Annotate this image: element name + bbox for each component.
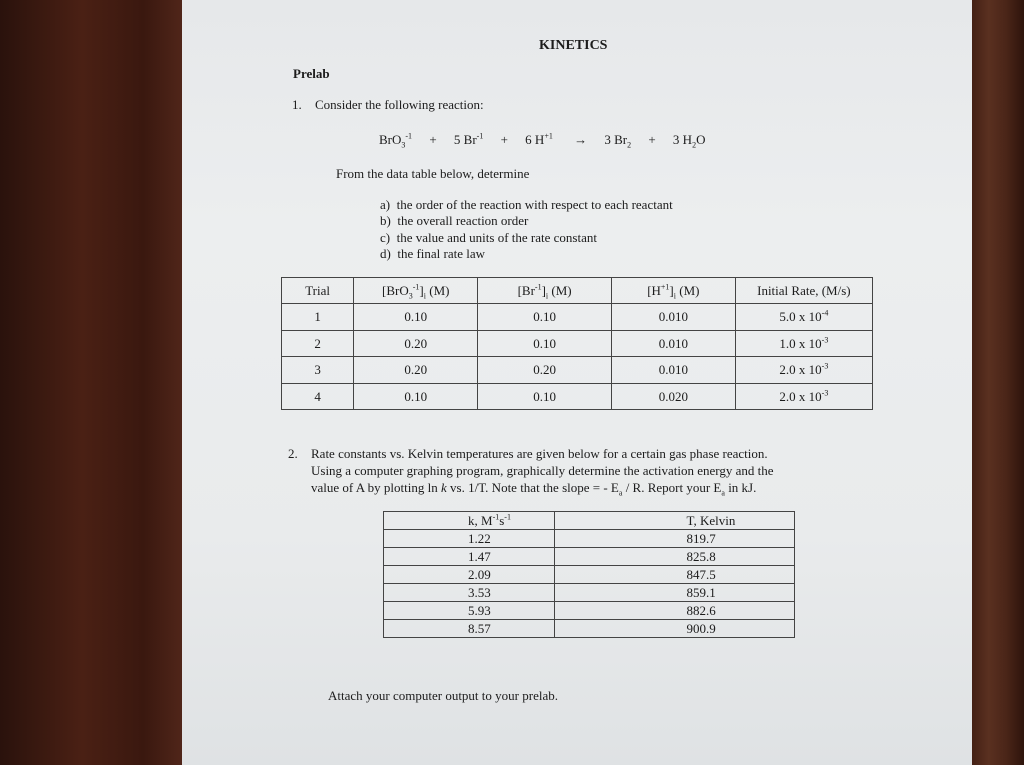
- q2-line-3: value of A by plotting ln k vs. 1/T. Note that the slope = - $E_a$ / R. Report your $E_a$ in kJ.: [311, 480, 757, 498]
- cell-trial: 3: [282, 357, 354, 384]
- list-item-d: d) the final rate law: [380, 246, 486, 261]
- cell-bromide: 0.10: [478, 331, 612, 357]
- reactant-bromide: 5 $Br^{-1}$: [453, 131, 484, 147]
- q1-number: 1.: [292, 97, 302, 112]
- reaction-arrow: →: [574, 132, 588, 147]
- reactant-hydrogen: 6 $H^{+1}$: [525, 131, 553, 147]
- header-bromide: $[Br^{-1}]_i$ (M): [478, 278, 612, 304]
- header-trial: Trial: [282, 278, 354, 304]
- rate-constant-table: [383, 511, 795, 638]
- table-row: [384, 584, 795, 602]
- header-k: k, $M^{-1}s^{-1}$: [384, 512, 555, 530]
- cell-k: 1.22: [384, 530, 555, 548]
- cell-rate: 5.0 x $10^{-4}$: [735, 304, 872, 331]
- cell-k: 2.09: [384, 566, 555, 584]
- cell-bromide: 0.20: [478, 357, 612, 384]
- footer-instruction: Attach your computer output to your prelab.: [328, 688, 558, 703]
- table-row: [384, 602, 795, 620]
- reactant-bromate: BrO$_3^{-1}$: [379, 131, 413, 150]
- cell-trial: 2: [282, 331, 354, 357]
- header-hydrogen: $[H^{+1}]_i$ (M): [611, 278, 735, 304]
- cell-bromide: 0.10: [478, 304, 612, 331]
- cell-hydrogen: 0.010: [611, 331, 735, 357]
- cell-temperature: 825.8: [554, 548, 794, 566]
- cell-temperature: 819.7: [554, 530, 794, 548]
- cell-temperature: 847.5: [554, 566, 794, 584]
- table-row: [282, 304, 873, 331]
- table-row: [384, 620, 795, 638]
- product-bromine: 3 $Br_2$: [604, 132, 632, 150]
- table-row: [282, 331, 873, 357]
- wood-background-right: [965, 0, 1024, 765]
- cell-k: 1.47: [384, 548, 555, 566]
- q2-number: 2.: [288, 446, 298, 461]
- worksheet-paper: [182, 0, 972, 765]
- cell-hydrogen: 0.020: [611, 384, 735, 410]
- table-row: [384, 548, 795, 566]
- cell-rate: 1.0 x $10^{-3}$: [735, 331, 872, 357]
- table-header-row: [282, 278, 873, 304]
- reaction-equation: BrO$_3^{-1}$ + 5 $Br^{-1} + 6$ $H^{+1} \to 3$ $Br_2 + 3$ $H_2O$: [379, 131, 706, 150]
- list-item-b: b) the overall reaction order: [380, 213, 529, 228]
- cell-rate: 2.0 x $10^{-3}$: [735, 384, 872, 410]
- cell-hydrogen: 0.010: [611, 357, 735, 384]
- table-row: [384, 530, 795, 548]
- cell-rate: 2.0 x $10^{-3}$: [735, 357, 872, 384]
- table-row: [384, 566, 795, 584]
- list-item-c: c) the value and units of the rate constant: [380, 230, 597, 245]
- header-bromate: $[BrO_3^{-1}]_i$ (M): [354, 278, 478, 304]
- list-item-a: a) the order of the reaction with respect to each reactant: [380, 197, 673, 212]
- cell-trial: 4: [282, 384, 354, 410]
- rate-data-table: [281, 277, 873, 410]
- header-temperature: T, Kelvin: [554, 512, 794, 530]
- page-title: KINETICS: [539, 38, 608, 53]
- cell-bromate: 0.10: [354, 304, 478, 331]
- cell-k: 5.93: [384, 602, 555, 620]
- cell-bromide: 0.10: [478, 384, 612, 410]
- cell-bromate: 0.10: [354, 384, 478, 410]
- q1-instruction: From the data table below, determine: [336, 166, 530, 181]
- cell-k: 3.53: [384, 584, 555, 602]
- cell-temperature: 859.1: [554, 584, 794, 602]
- header-initial-rate: Initial Rate, (M/s): [735, 278, 872, 304]
- table-row: [282, 384, 873, 410]
- product-water: 3 $H_2O$: [672, 132, 706, 150]
- q2-line-2: Using a computer graphing program, graphically determine the activation energy and the: [311, 463, 774, 478]
- kt-header-row: [384, 512, 795, 530]
- cell-bromate: 0.20: [354, 331, 478, 357]
- cell-trial: 1: [282, 304, 354, 331]
- cell-bromate: 0.20: [354, 357, 478, 384]
- q2-line-1: Rate constants vs. Kelvin temperatures are given below for a certain gas phase reaction.: [311, 446, 768, 461]
- cell-k: 8.57: [384, 620, 555, 638]
- section-heading: Prelab: [293, 66, 330, 81]
- cell-temperature: 882.6: [554, 602, 794, 620]
- q1-prompt: Consider the following reaction:: [315, 97, 484, 112]
- table-row: [282, 357, 873, 384]
- cell-hydrogen: 0.010: [611, 304, 735, 331]
- cell-temperature: 900.9: [554, 620, 794, 638]
